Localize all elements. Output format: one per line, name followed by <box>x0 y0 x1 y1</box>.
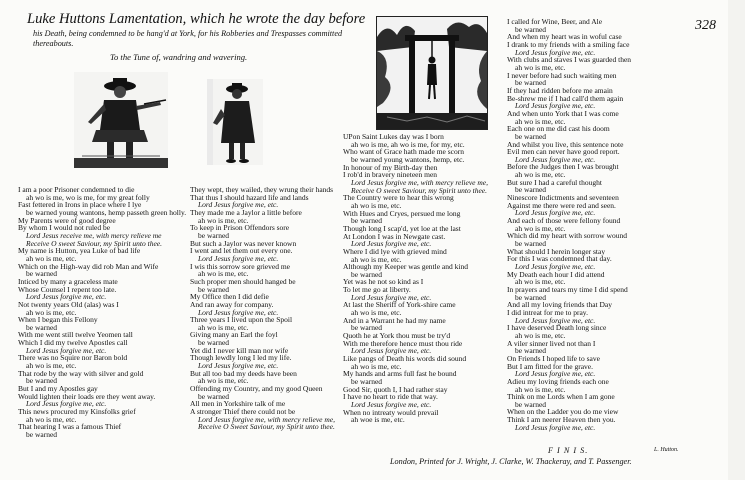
verse-line: ah wo is me, etc. <box>198 376 249 386</box>
verse-line: Such proper men should hanged be <box>190 276 296 286</box>
verse-line: ah wo is me, etc. <box>515 384 566 394</box>
verse-line: I drank to my friends with a smiling face <box>507 39 630 49</box>
verse-line: ah wo is me, etc. <box>351 200 402 210</box>
verse-line: Lord Jesus forgive me, etc. <box>515 154 596 164</box>
verse-line: There was no Squire nor Baron bold <box>18 353 128 363</box>
verse-line: Giving many an Earl the foyl <box>190 330 278 340</box>
verse-line: be warned <box>198 391 230 401</box>
verse-line: But all too bad my deeds have been <box>190 368 297 378</box>
verse-line: ah wo is me, etc. <box>515 170 566 180</box>
verse-line: My Parents were of good degree <box>18 215 116 225</box>
verse-line: ah wo is me, etc. <box>351 308 402 318</box>
verse-line: be warned <box>515 346 547 356</box>
verse-line: be warned <box>26 322 58 332</box>
verse-line: When I began this Fellony <box>18 315 98 325</box>
verse-line: When on the Ladder you do me view <box>507 407 619 417</box>
verse-line: My Office then I did defie <box>190 292 269 302</box>
tune-line: To the Tune of, wandring and wavering. <box>110 52 248 62</box>
verse-line: be warned <box>26 376 58 386</box>
verse-line: Who want of Grace hath made me scorn <box>343 147 464 157</box>
verse-line: ah wo is me, etc. <box>26 307 77 317</box>
verse-line: be warned <box>351 377 383 386</box>
verse-line: I wis this sorrow sore grieved me <box>190 261 290 271</box>
verse-line: ah wo is me, etc. <box>26 414 77 424</box>
verse-line: What should I herein longer stay <box>507 246 606 256</box>
man-in-cloak-woodcut <box>207 79 263 165</box>
verse-line: Offending my Country, and my good Queen <box>190 384 323 394</box>
verse-line: Lord Jesus forgive me, etc. <box>351 292 432 302</box>
verse-line: I have no heart to ride that way. <box>343 392 438 402</box>
verse-line: ah wo is me, etc. <box>26 361 77 371</box>
verse-line: Would lighten their loads ere they went away. <box>18 391 156 401</box>
verse-line: My hands and arms full fast he bound <box>343 369 457 379</box>
verse-line: Lord Jesus forgive me, etc. <box>515 208 596 218</box>
verse-line: ah woe is me, etc. <box>351 415 405 425</box>
imprint-line: London, Printed for J. Wright, J. Clarke, W. Thackeray, and T. Passenger. <box>390 457 632 466</box>
verse-line: be warned <box>198 284 230 294</box>
verse-line: be warned <box>515 292 547 302</box>
verse-line: ah wo is me, etc. <box>515 223 566 233</box>
verse-line: ah wo is me, etc. <box>198 322 249 332</box>
verse-line: be warned <box>198 338 230 348</box>
verse-line: By whom I would not ruled be <box>18 223 111 233</box>
verse-line: And each of those were fellony found <box>507 216 621 226</box>
ballad-subtitle: his Death, being condemned to be hang'd at York, for his Robberies and Trespasses committed thereabouts. <box>33 29 343 48</box>
verse-line: Where I did lye with grieved mind <box>343 246 447 256</box>
verse-line: But I am fitted for the grave. <box>507 361 594 371</box>
verse-line: They made me a Jaylor a little before <box>190 207 302 217</box>
verse-column-3 <box>343 133 488 424</box>
verse-line: But I and my Apostles gay <box>18 384 98 394</box>
verse-column-2 <box>190 186 335 431</box>
verse-line: Three years I lived upon the Spoil <box>190 315 293 325</box>
verse-line: be warned <box>515 239 547 249</box>
page-edge <box>728 0 745 480</box>
verse-line: Ninescore Indictments and seventeen <box>507 193 619 203</box>
verse-line: With Hues and Cryes, persued me long <box>343 208 461 218</box>
verse-line: Lord Jesus forgive me, etc. <box>515 315 596 325</box>
verse-line: Which I did my twelve Apostles call <box>18 338 128 348</box>
page-number: 328 <box>695 18 716 33</box>
verse-line: To keep in Prison Offendors sore <box>190 223 290 233</box>
verse-line: Lord Jesus forgive me, etc. <box>198 253 279 263</box>
verse-line: Each one on me did cast his doom <box>507 124 610 134</box>
verse-line: Evil men can never have good report. <box>507 147 620 157</box>
verse-line: On Friends I hoped life to save <box>507 353 600 363</box>
verse-line: In honour of my Birth-day then <box>343 162 438 172</box>
verse-line: And all my loving friends that Day <box>507 300 612 310</box>
verse-line: I am a poor Prisoner condemned to die <box>18 185 135 194</box>
verse-line: And when my heart was in woful case <box>507 32 622 42</box>
verse-line: Lord Jesus receive me, with mercy relieve me <box>26 230 162 240</box>
verse-line: Inticed by many a graceless mate <box>18 276 118 286</box>
verse-line: Lord Jesus forgive me, etc. <box>26 399 107 409</box>
signature: L. Hutton. <box>654 447 679 453</box>
verse-line: be warned <box>515 399 547 409</box>
verse-line: But sure I had a careful thought <box>507 177 602 187</box>
verse-line: Not twenty years Old (alas) was I <box>18 299 119 309</box>
verse-line: ah wo is me, etc. <box>351 361 402 371</box>
verse-line: Although my Keeper was gentle and kind <box>343 262 468 272</box>
verse-line: Though long I scap'd, yet loe at the last <box>343 223 461 233</box>
verse-line: Lord Jesus forgive me, etc. <box>198 361 279 371</box>
verse-line: Be-shrew me if I had call'd them again <box>507 93 624 103</box>
verse-line: ah wo is me, etc. <box>515 277 566 287</box>
verse-line: Receive O sweet Saviour, my Spirit unto thee. <box>351 185 488 195</box>
verse-line: To let me go at liberty. <box>343 285 411 295</box>
verse-line: Like pangs of Death his words did sound <box>343 354 467 364</box>
verse-line: Think I am neerer Heaven then you. <box>507 415 616 425</box>
verse-line: And when unto York that I was come <box>507 108 619 118</box>
ballad-title: Luke Huttons Lamentation, which he wrote the day before <box>27 11 366 27</box>
verse-line: be warned <box>515 131 547 141</box>
verse-line: That rode by the way with silver and gold <box>18 368 144 378</box>
verse-line: Adieu my loving friends each one <box>507 376 609 386</box>
verse-line: I never before had such waiting men <box>507 70 617 80</box>
verse-line: Against me there were red and seen. <box>507 200 616 210</box>
verse-line: ah wo is me, etc. <box>515 330 566 340</box>
verse-line: be warned <box>351 323 383 333</box>
verse-line: In prayers and tears my time I did spend <box>507 284 628 294</box>
verse-line: With clubs and staves I was guarded then <box>507 55 632 65</box>
verse-line: UPon Saint Lukes day was I born <box>343 132 444 141</box>
gallows-woodcut <box>376 16 488 130</box>
verse-line: Though lewdly long I led my life. <box>190 353 292 363</box>
verse-line: This news procured my Kinsfolks grief <box>18 407 136 417</box>
verse-line: be warned <box>26 430 58 439</box>
verse-line: I have deserved Death long since <box>507 323 607 333</box>
verse-line: ah wo is me, ah wo is me, for my, etc. <box>351 139 465 149</box>
verse-line: All men in Yorkshire talk of me <box>190 399 286 409</box>
verse-line: I did intreat for me to pray. <box>507 307 588 317</box>
verse-line: For this I was condemned that day. <box>507 254 612 264</box>
verse-line: be warned <box>515 78 547 88</box>
verse-line: I went and let them out every one. <box>190 246 293 256</box>
verse-line: ah wo is me, etc. <box>198 215 249 225</box>
verse-line: Lord Jesus forgive me, etc. <box>26 345 107 355</box>
verse-line: Lord Jesus forgive me, etc. <box>515 101 596 111</box>
verse-line: Which on the High-way did rob Man and Wife <box>18 261 159 271</box>
verse-line: At last the Sheriff of York-shire came <box>343 300 456 310</box>
verse-line: Yet was he not so kind as I <box>343 277 424 287</box>
verse-line: Lord Jesus forgive me, with mercy relieve me, <box>351 177 488 187</box>
verse-line: be warned <box>198 230 230 240</box>
verse-line: Lord Jesus forgive me, etc. <box>351 399 432 409</box>
verse-line: If they had ridden before me amain <box>507 85 613 95</box>
verse-line: ah wo is me, etc. <box>198 269 249 279</box>
verse-line: A stronger Thief there could not be <box>190 407 296 417</box>
verse-line: I rob'd in bravery nineteen men <box>343 170 438 180</box>
verse-line: Lord Jesus forgive me, with mercy relieve me, <box>198 414 335 424</box>
verse-line: Lord Jesus forgive me, etc. <box>515 369 596 379</box>
verse-line: Whose Counsel I repent too late. <box>18 284 117 294</box>
verse-line: be warned young wantons, hemp, etc. <box>351 154 465 164</box>
verse-line: That hearing I was a famous Thief <box>18 422 122 432</box>
verse-line: be warned <box>351 216 383 226</box>
verse-line: be warned <box>351 269 383 279</box>
verse-line: With me therefore hence must thou ride <box>343 338 463 348</box>
verse-line: And whilst you live, this sentence note <box>507 139 624 149</box>
verse-line: ah wo is me, etc. <box>515 116 566 126</box>
verse-line: With me went still twelve Yeomen tall <box>18 330 133 340</box>
verse-line: Receive O Sweet Saviour, my Spirit unto thee. <box>198 422 335 432</box>
verse-line: ah wo is me, wo is me, for my great folly <box>26 192 150 202</box>
verse-line: ah wo is me, etc. <box>26 253 77 263</box>
verse-line: Before the Judges then I was brought <box>507 162 619 172</box>
verse-line: Lord Jesus forgive me, etc. <box>198 200 279 210</box>
verse-line: Fast fettered in Irons in place where I lye <box>18 200 142 210</box>
verse-line: Quoth he at York thou must be try'd <box>343 331 451 341</box>
verse-column-4 <box>507 18 631 431</box>
verse-line: ah wo is me, etc. <box>515 62 566 72</box>
verse-line: Think on me Lords when I am gone <box>507 392 615 402</box>
verse-column-1 <box>18 186 186 439</box>
verse-line: When no intreaty would prevail <box>343 407 439 417</box>
verse-line: be warned <box>515 24 547 34</box>
verse-line: Lord Jesus forgive me, etc. <box>26 292 107 302</box>
verse-line: be warned <box>515 185 547 195</box>
verse-line: Yet did I never kill man nor wife <box>190 345 289 355</box>
verse-line: ah wo is me, etc. <box>351 254 402 264</box>
verse-line: That thus I should hazard life and lands <box>190 192 309 202</box>
verse-line: My Death each hour I did attend <box>507 269 605 279</box>
verse-line: Good Sir, quoth I, I had rather stay <box>343 384 448 394</box>
verse-line: Lord Jesus forgive me, etc. <box>515 47 596 57</box>
verse-line: Receive O sweet Saviour, my Spirit unto thee. <box>26 238 163 248</box>
verse-line: Lord Jesus forgive me, etc. <box>351 239 432 249</box>
verse-line: be warned <box>26 269 58 279</box>
verse-line: They wept, they wailed, they wrung their hands <box>190 185 334 194</box>
verse-line: My name is Hutton, yea Luke of bad life <box>18 246 141 256</box>
verse-line: But such a Jaylor was never known <box>190 238 297 248</box>
verse-line: At London I was in Newgate cast. <box>343 231 446 241</box>
verse-line: And ran away for company. <box>190 299 274 309</box>
verse-line: Lord Jesus forgive me, etc. <box>198 307 279 317</box>
man-with-sword-woodcut <box>74 72 168 168</box>
finis-mark: F I N I S. <box>548 446 589 455</box>
verse-line: And in a Warrant he had my name <box>343 315 446 325</box>
verse-line: Lord Jesus forgive me, etc. <box>351 346 432 356</box>
verse-line: I called for Wine, Beer, and Ale <box>507 17 603 26</box>
verse-line: be warned young wantons, hemp passeth green holly. <box>26 207 187 217</box>
verse-line: Lord Jesus forgive me, etc. <box>515 422 596 432</box>
verse-line: Lord Jesus forgive me, etc. <box>515 262 596 271</box>
verse-line: The Country were to hear this wrong <box>343 193 454 203</box>
verse-line: A viler sinner lived not than I <box>507 338 596 348</box>
verse-line: Which did my heart with sorrow wound <box>507 231 627 241</box>
